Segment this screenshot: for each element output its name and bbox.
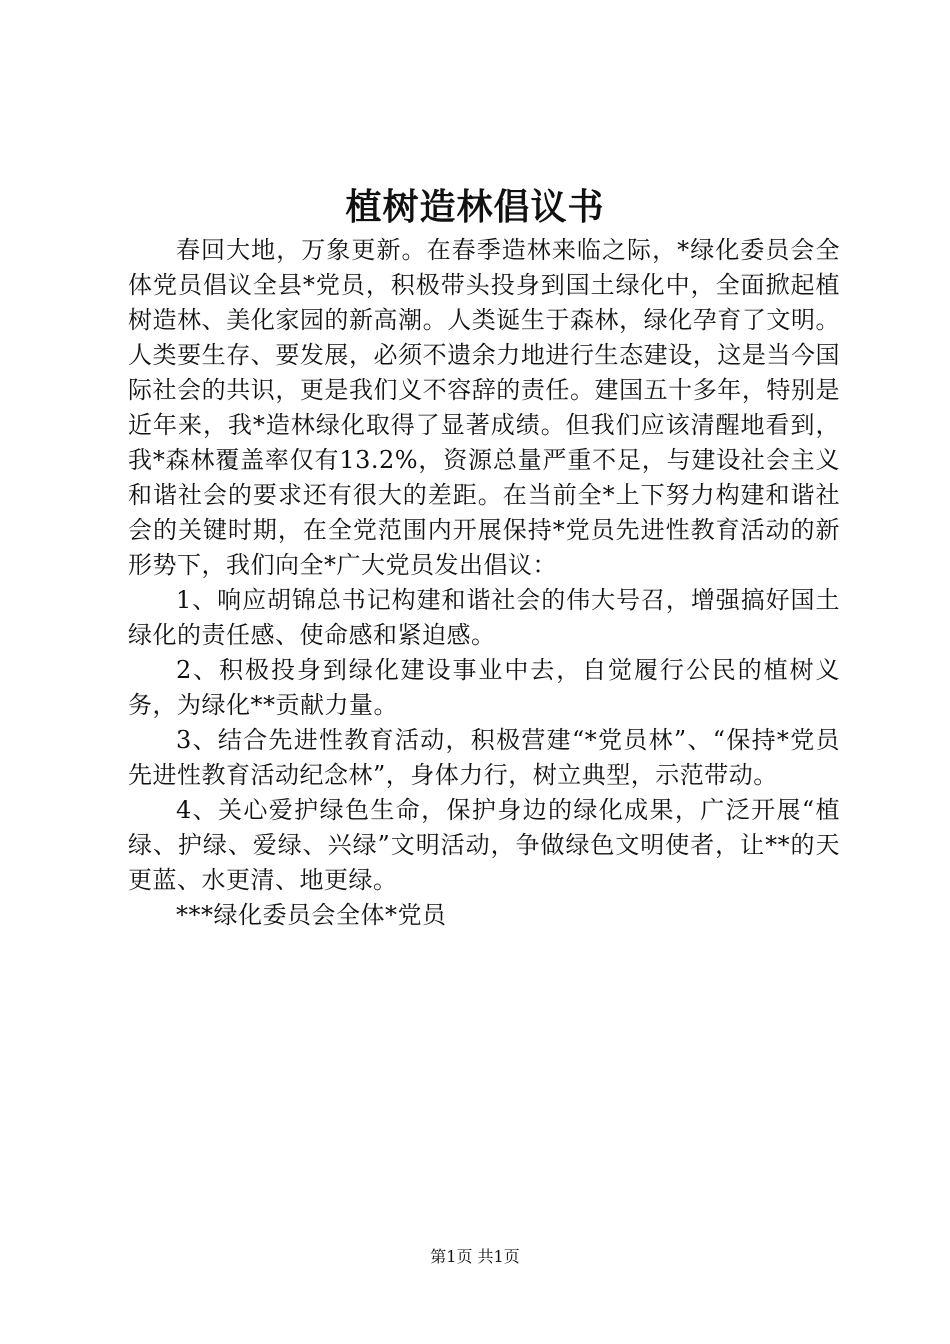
intro-paragraph: 春回大地，万象更新。在春季造林来临之际，*绿化委员会全体党员倡议全县*党员，积极带头投身到国土绿化中，全面掀起植树造林、美化家园的新高潮。人类诞生于森林，绿化孕育了文明。人类要生存、要发展，必须不遗余力地进行生态建设，这是当今国际社会的共识，更是我们义不容辞的责任。建国五十多年，特别是近年来，我*造林绿化取得了显著成绩。但我们应该清醒地看到，我*森林覆盖率仅有13.2%，资源总量严重不足，与建设社会主义和谐社会的要求还有很大的差距。在当前全*上下努力构建和谐社会的关键时期，在全党范围内开展保持*党员先进性教育活动的新形势下，我们向全*广大党员发出倡议： [128,236,840,579]
document-title: 植树造林倡议书 [345,186,605,228]
proposal-item-3: 3、结合先进性教育活动，积极营建“*党员林”、“保持*党员先进性教育活动纪念林”，身体力行，树立典型，示范带动。 [128,726,840,789]
proposal-item-1: 1、响应胡锦总书记构建和谐社会的伟大号召，增强搞好国土绿化的责任感、使命感和紧迫感。 [128,586,840,649]
document-body [128,233,840,933]
proposal-item-2: 2、积极投身到绿化建设事业中去，自觉履行公民的植树义务，为绿化**贡献力量。 [128,656,840,719]
proposal-item-4: 4、关心爱护绿色生命，保护身边的绿化成果，广泛开展“植绿、护绿、爱绿、兴绿”文明活动，争做绿色文明使者，让**的天更蓝、水更清、地更绿。 [128,796,840,894]
signature: ***绿化委员会全体*党员 [176,901,447,929]
page-footer: 第1页 共1页 [430,1247,520,1266]
